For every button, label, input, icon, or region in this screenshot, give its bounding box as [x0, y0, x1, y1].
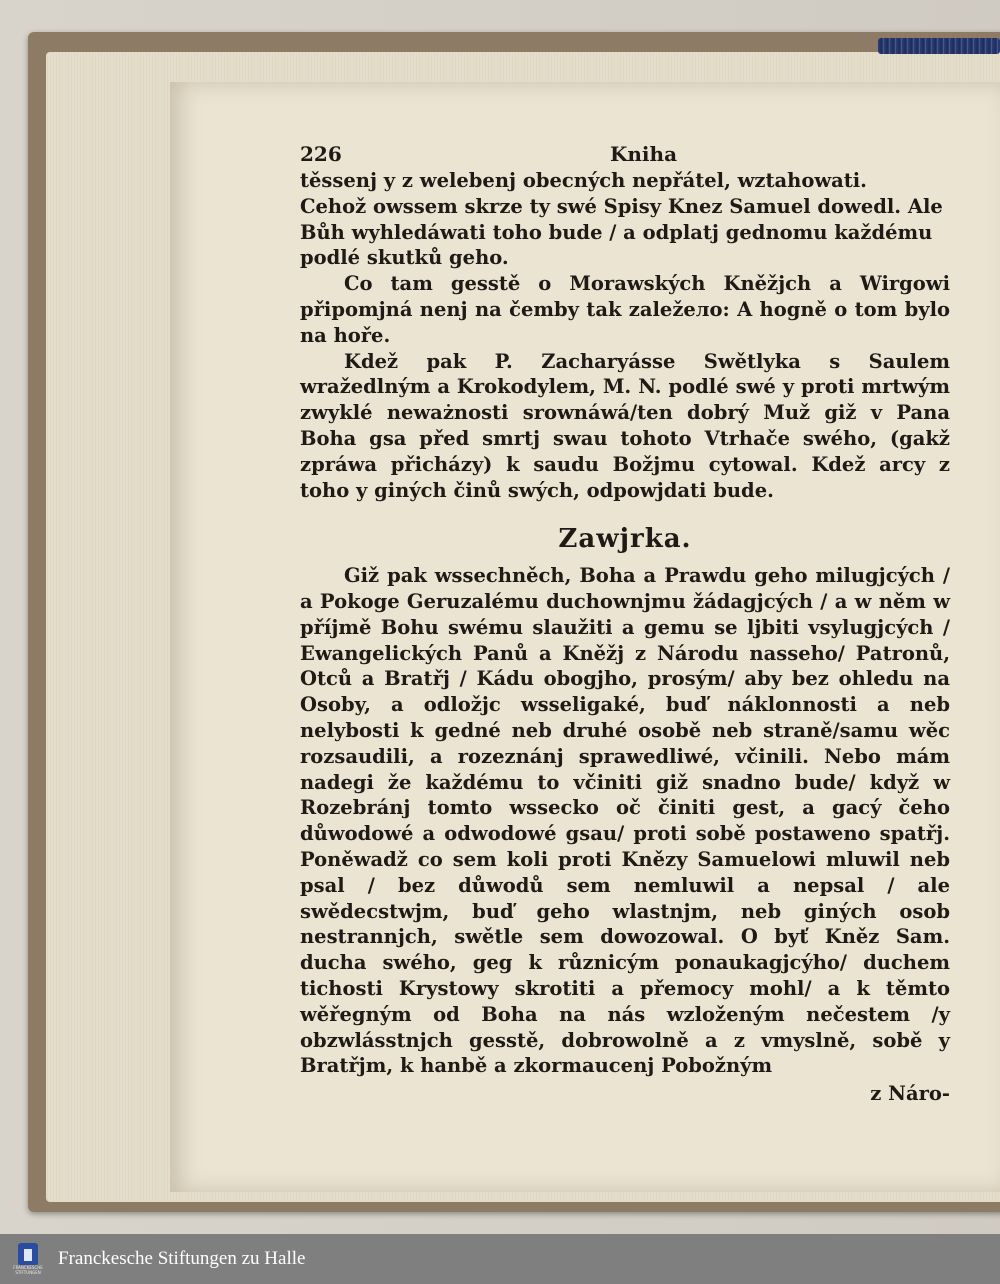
text-line: Bůh wyhledáwati toho bude / a odplatj gednomu každému: [300, 220, 933, 244]
page-text: [300, 142, 950, 1107]
running-head-title: Kniha: [610, 142, 678, 166]
logo-caption-line-1: FRANCKESCHE: [13, 1265, 43, 1270]
paragraph-closing: Giž pak wssechněch, Boha a Prawdu geho milugjcých / a Pokoge Geruzalému duchownjmu žádagjcých / a w něm w příjmě Bohu swému slaužiti a gemu se ljbiti vsylugjcých / Ewangelických Panů a Kněžj z Národu nasseho/ Patronů, Otců a Bratřj / Kádu obogjho, prosým/ aby bez ohledu na Osoby, a odložjc wsseligaké, buď náklonnosti a neb nelybosti k gedné neb druhé osobě neb straně/samu wěc rozsaudili, a rozeznánj sprawedliwé, včinili. Nebo mám nadegi že každému to včiniti giž snadno bude/ když w Rozebránj tomto wssecko oč činiti gest, a gacý čeho důwodowé a odwodowé gsau/ proti sobě postaweno spatřj. Poněwadž co sem koli proti Knězy Samuelowi mluwil neb psal / bez důwodů sem nemluwil a nepsal / ale swědecstwjm, buď geho wlastnjm, neb giných osob nestrannjch, swětle sem dowozowal. O byť Kněz Sam. ducha swého, geg k různicým ponaukagjcýho/ duchem tichosti Krystowy skrotiti a přemocy mohl/ a k těmto wěřegným od Boha na nás wzloženým nečestem /y obzwlásstnjch gesstě, dobrowolně a z vmyslně, sobě y Bratřjm, k hanbě a zkormaucenj Pobožným: [300, 564, 950, 1078]
running-head: [300, 142, 950, 168]
institution-logo: [12, 1239, 44, 1279]
logo-caption-line-2: STIFTUNGEN: [15, 1270, 41, 1275]
bookmark-ribbon: [878, 38, 1000, 54]
book-page: [170, 82, 1000, 1192]
text-line: Cehož owssem skrze ty swé Spisy Knez Samuel dowedl. Ale: [300, 194, 943, 218]
paragraph-zacharias: Kdež pak P. Zacharyásse Swětlyka s Saulem wražedlným a Krokodylem, M. N. podlé swé y proti mrtwým zwyklé neważnosti srownáwá/ten dobrý Muž giž v Pana Boha gsa před smrtj swau tohoto Vtrhače swého, (gakž zpráwa přicházy) k saudu Božjmu cytowal. Kdež arcy z toho y giných činů swých, odpowjdati bude.: [300, 349, 950, 502]
paragraph-continued: [300, 168, 950, 271]
page-number: 226: [300, 142, 342, 166]
text-line: podlé skutků geho.: [300, 246, 509, 270]
text-line: těssenj y z welebenj obecných nepřátel, wztahowati.: [300, 169, 867, 192]
footer-bar: [0, 1234, 1000, 1284]
paragraph-moravian: Co tam gesstě o Morawských Kněžjch a Wirgowi připomjná nenj na čemby tak zaležело: A hogně o tom bylo na hoře.: [300, 272, 950, 347]
logo-emblem-icon: [18, 1243, 38, 1265]
institution-name: Franckesche Stiftungen zu Halle: [58, 1248, 306, 1269]
logo-caption: [13, 1265, 42, 1275]
section-heading: Zawjrka.: [558, 524, 692, 555]
catchword: z Náro-: [870, 1082, 950, 1106]
